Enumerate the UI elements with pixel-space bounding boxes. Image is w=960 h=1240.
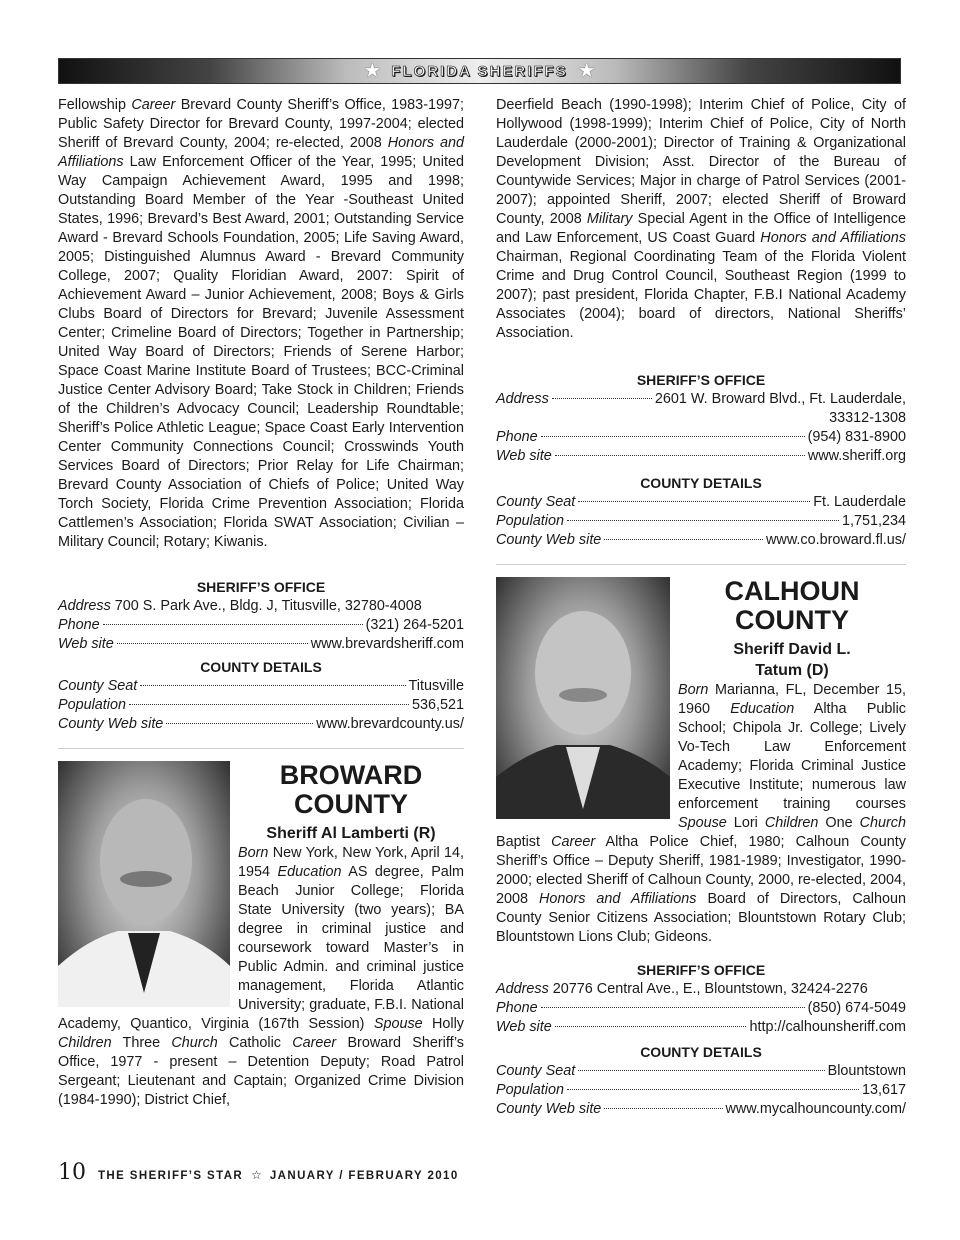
pop-label: Population (496, 513, 565, 529)
phone-value: (321) 264-5201 (365, 617, 464, 633)
calhoun-seat-row (496, 1062, 906, 1081)
web-value[interactable]: http://calhounsheriff.com (749, 1019, 906, 1035)
bio-label: Children (58, 1035, 112, 1051)
bio-label: Military (586, 211, 633, 227)
bio-text: New York, New York, April 14, 1954 (238, 845, 464, 880)
address-value: 700 S. Park Ave., Bldg. J, Titusville, 32780-4008 (110, 598, 422, 614)
dot-leader (555, 1026, 747, 1027)
address-value: 20776 Central Ave., E., Blountstown, 32424-2276 (548, 981, 868, 997)
portrait-silhouette (496, 577, 670, 819)
seat-label: County Seat (496, 494, 576, 510)
brevard-address (58, 597, 464, 616)
dot-leader (103, 624, 363, 625)
pop-label: Population (58, 697, 127, 713)
web-label: Web site (496, 448, 552, 464)
bio-text: Holly (422, 1016, 465, 1032)
county-details-heading: COUNTY DETAILS (640, 1044, 762, 1060)
bio-text: Special Agent in the Office of Intelligence and Law Enforcement, US Coast Guard (496, 211, 906, 246)
bio-label: Born (238, 845, 269, 861)
sheriff-name-line: Sheriff David L. (733, 641, 851, 658)
web-value[interactable]: www.mycalhouncounty.com/ (725, 1101, 906, 1117)
bio-label: Career (292, 1035, 337, 1051)
dot-leader (140, 685, 405, 686)
phone-value: (954) 831-8900 (807, 429, 906, 445)
bio-text: Catholic (217, 1035, 293, 1051)
dot-leader (552, 398, 652, 399)
page-number: 10 (58, 1160, 86, 1185)
bio-label: Spouse (678, 815, 727, 831)
bio-text: Three (111, 1035, 172, 1051)
sheriffs-office-heading: SHERIFF’S OFFICE (636, 962, 766, 978)
calhoun-address (496, 980, 906, 999)
phone-label: Phone (58, 617, 100, 633)
county-name-line: COUNTY (294, 789, 408, 819)
web-value[interactable]: www.brevardcounty.us/ (316, 716, 464, 732)
dot-leader (604, 1108, 722, 1109)
right-column (496, 96, 906, 1119)
brevard-county-web-row (58, 715, 464, 734)
web-label: County Web site (496, 1101, 602, 1117)
broward-seat-row (496, 493, 906, 512)
web-label: Web site (58, 636, 114, 652)
broward-address-row (496, 390, 906, 409)
county-details-heading: COUNTY DETAILS (200, 659, 322, 675)
broward-pop-row (496, 512, 906, 531)
seat-label: County Seat (58, 678, 138, 694)
bio-text: Chairman, Regional Coordinating Team of the Florida Violent Crime and Drug Control Council, Southeast Region (1999 to 2007); past president, Florida Chapter, F.B.I National Academy Associates (2004); board of directors, National Sheriffs’ Association. (496, 249, 906, 341)
dot-leader (541, 436, 805, 437)
phone-label: Phone (496, 1000, 538, 1016)
calhoun-pop-row (496, 1081, 906, 1100)
web-label: County Web site (58, 716, 164, 732)
bio-label: Honors and Affiliations (58, 135, 465, 170)
bio-text: AS degree, Palm Beach Junior College; Florida State University (two years); BA degree in criminal justice and coursework toward Master’s in Public Admin. and criminal justice management, Florida Atlantic University; graduate, F.B.I. National Academy, Quantico, Virginia (167th Session) (58, 864, 464, 1032)
address-value: 2601 W. Broward Blvd., Ft. Lauderdale, (654, 391, 906, 407)
dot-leader (604, 539, 763, 540)
calhoun-section (496, 577, 906, 947)
broward-web-row (496, 447, 906, 466)
sheriff-name: Sheriff Al Lamberti (R) (266, 825, 436, 842)
broward-bio-continued (496, 96, 906, 343)
bio-text: One (818, 815, 860, 831)
bio-text: Altha Police Chief, 1980; Calhoun County Sheriff’s Office – Deputy Sheriff, 1981-1989; Investigator, 1990-2000; elected Sheriff of Calhoun County, 2000, re-elected, 2004, 2008 (496, 834, 906, 907)
bio-text: Lori (726, 815, 765, 831)
dot-leader (117, 643, 308, 644)
calhoun-phone-row (496, 999, 906, 1018)
page-footer (58, 1160, 459, 1185)
left-column (58, 96, 464, 1110)
star-outline-icon: ☆ (251, 1168, 262, 1182)
brevard-pop-row (58, 696, 464, 715)
bio-text: Board of Directors, Calhoun County Senior Citizens Association; Blountstown Rotary Club; Blountstown Lions Club; Gideons. (496, 891, 906, 945)
broward-county-web-row (496, 531, 906, 550)
dot-leader (567, 1089, 859, 1090)
star-icon: ★ (363, 60, 382, 82)
broward-phone-row (496, 428, 906, 447)
section-divider (58, 748, 464, 749)
dot-leader (567, 520, 839, 521)
bio-label: Children (764, 815, 819, 831)
address-label: Address (496, 391, 549, 407)
sheriff-portrait (58, 761, 230, 1007)
bio-text: Altha Public School; Chipola Jr. College; Lively Vo-Tech Law Enforcement Academy; Florida Criminal Justice Executive Institute; numerous law enforcement training courses (678, 701, 907, 812)
brevard-phone-row (58, 616, 464, 635)
phone-value: (850) 674-5049 (807, 1000, 906, 1016)
issue-date: JANUARY / FEBRUARY 2010 (269, 1170, 459, 1182)
bio-label: Honors and Affiliations (539, 891, 697, 907)
seat-value: Ft. Lauderdale (813, 494, 906, 510)
county-details-heading: COUNTY DETAILS (640, 475, 762, 491)
sheriffs-office-heading: SHERIFF’S OFFICE (196, 579, 326, 595)
pop-value: 1,751,234 (841, 513, 906, 529)
section-divider (496, 564, 906, 565)
bio-label: Honors and Affiliations (760, 230, 906, 246)
brevard-bio (58, 96, 464, 552)
brevard-web-row (58, 635, 464, 654)
web-value[interactable]: www.co.broward.fl.us/ (766, 532, 906, 548)
bio-label: Born (678, 682, 709, 698)
county-name-line: BROWARD (279, 760, 423, 790)
web-value[interactable]: www.brevardsheriff.com (310, 636, 464, 652)
dot-leader (555, 455, 805, 456)
calhoun-county-web-row (496, 1100, 906, 1119)
bio-text: Marianna, FL, December 15, 1960 (678, 682, 906, 717)
bio-label: Career (551, 834, 596, 850)
section-banner (58, 58, 901, 84)
pop-label: Population (496, 1082, 565, 1098)
dot-leader (166, 723, 313, 724)
seat-label: County Seat (496, 1063, 576, 1079)
calhoun-web-row (496, 1018, 906, 1037)
banner-title: FLORIDA SHERIFFS (391, 62, 568, 80)
county-name-line: CALHOUN (724, 576, 860, 606)
dot-leader (578, 501, 810, 502)
broward-address-zip: 33312-1308 (829, 410, 906, 426)
brevard-seat-row (58, 677, 464, 696)
portrait-silhouette (58, 761, 230, 1007)
bio-label: Career (131, 97, 176, 113)
seat-value: Titusville (408, 678, 464, 694)
star-icon: ★ (577, 60, 596, 82)
county-name-line: COUNTY (735, 605, 849, 635)
address-label: Address (496, 981, 549, 997)
bio-text: Brevard County Sheriff’s Office, 1983-1997; Public Safety Director for Brevard County, 1997-2004; elected Sheriff of Brevard County, 2004; re-elected, 2008 (58, 97, 464, 151)
bio-text: Broward Sheriff’s Office, 1977 - present – Detention Deputy; Road Patrol Sergeant; Lieutenant and Captain; Organized Crime Division (1984-1990); District Chief, (58, 1035, 464, 1108)
bio-label: Education (277, 864, 342, 880)
pop-value: 13,617 (861, 1082, 906, 1098)
seat-value: Blountstown (827, 1063, 906, 1079)
phone-label: Phone (496, 429, 538, 445)
dot-leader (578, 1070, 824, 1071)
publication-name: THE SHERIFF’S STAR (98, 1170, 244, 1182)
bio-label: Church (171, 1035, 218, 1051)
bio-text: Law Enforcement Officer of the Year, 1995; United Way Campaign Achievement Award, 1995 and 1998; Outstanding Board Member of the Year -Southeast United States, 1996; Brevard’s Best Award, 2001; Outstanding Service Award - Brevard Schools Foundation, 2005; Life Saving Award, 2005; Distinguished Alumnus Award - Brevard Community College, 2007; Quality Floridian Award, 2007: Spirit of Achievement Award – Junior Achievement, 2008; Boys & Girls Clubs Board of Directors for Brevard; Juvenile Assessment Center; Crimeline Board of Directors; Together in Partnership; United Way Board of Directors; Friends of Serene Harbor; Space Coast Marine Institute Board of Trustees; BCC-Criminal Justice Center Advisory Board; Take Stock in Children; Friends of the Children’s Advocacy Council; Leadership Roundtable; Sheriff’s Police Athletic League; Space Coast Early Intervention Center Community Connections Council; Crosswinds Youth Services Board of Directors; Prior Relay for Life Chairman; Brevard County Association of Chiefs of Police; United Way Torch Society, Florida Crime Prevention Association; Florida Cattlemen’s Association; Florida SWAT Association; Civilian – Military Council; Rotary; Kiwanis. (58, 154, 464, 550)
web-value[interactable]: www.sheriff.org (807, 448, 906, 464)
address-label: Address (58, 598, 111, 614)
sheriff-name-line: Tatum (D) (755, 662, 829, 679)
pop-value: 536,521 (411, 697, 464, 713)
dot-leader (129, 704, 409, 705)
web-label: Web site (496, 1019, 552, 1035)
bio-label: Church (859, 815, 906, 831)
bio-text: Fellowship (58, 97, 132, 113)
bio-text: Baptist (496, 834, 552, 850)
dot-leader (541, 1007, 805, 1008)
sheriffs-office-heading: SHERIFF’S OFFICE (636, 372, 766, 388)
bio-label: Education (730, 701, 795, 717)
bio-label: Spouse (373, 1016, 423, 1032)
bio-text: Deerfield Beach (1990-1998); Interim Chief of Police, City of Hollywood (1998-1999); Interim Chief of Police, City of North Lauderdale (2000-2001); Director of Training & Organizational Development Division; Asst. Director of the Bureau of Countywide Services; Major in charge of Patrol Services (2001-2007); appointed Sheriff, 2007; elected Sheriff of Broward County, 2008 (496, 97, 906, 227)
web-label: County Web site (496, 532, 602, 548)
sheriff-portrait (496, 577, 670, 819)
broward-section (58, 761, 464, 1110)
